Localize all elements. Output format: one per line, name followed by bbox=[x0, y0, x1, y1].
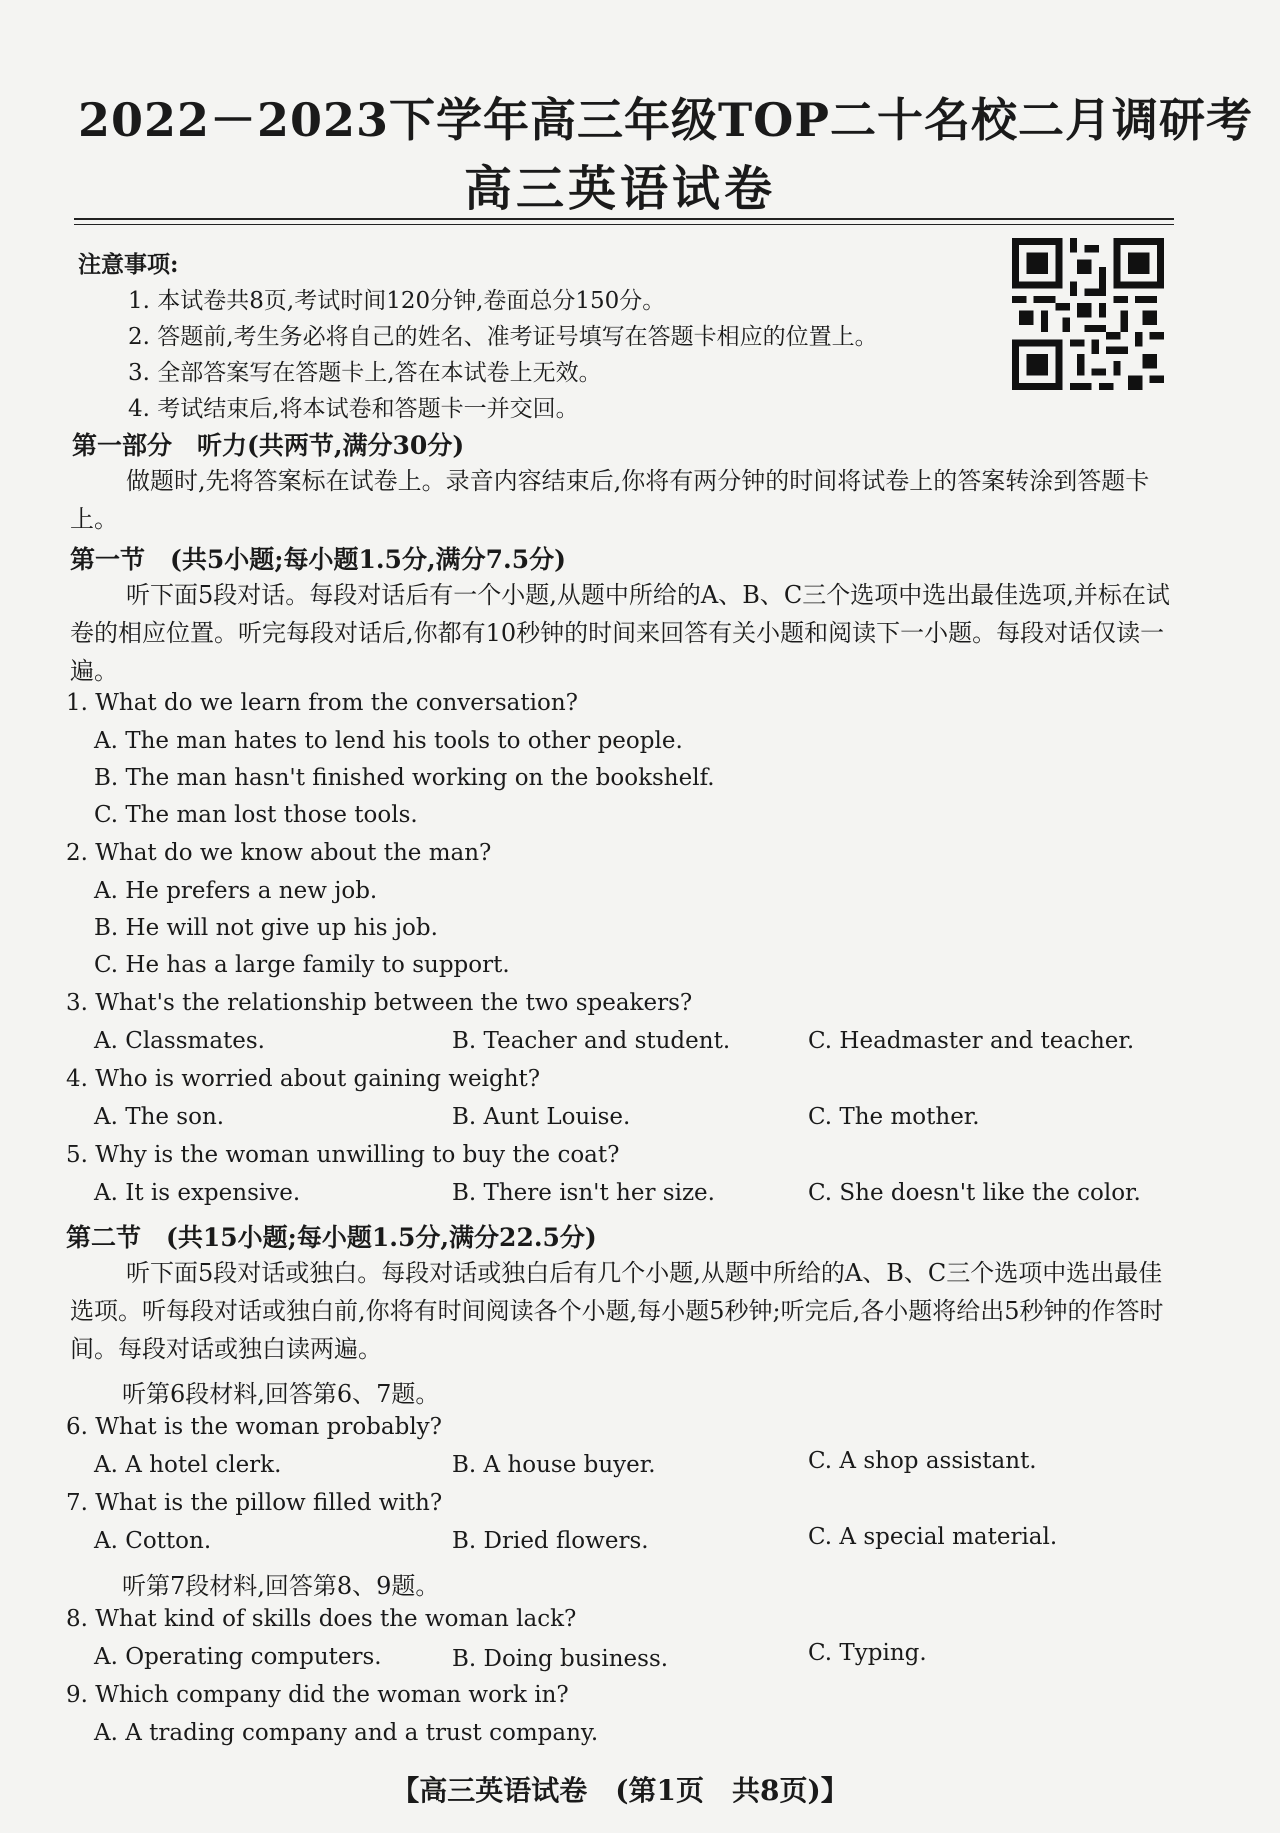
option: A. It is expensive. bbox=[94, 1180, 301, 1206]
question-8: 8. What kind of skills does the woman lack? bbox=[66, 1606, 577, 1632]
section2-heading: 第二节 (共15小题;每小题1.5分,满分22.5分) bbox=[66, 1223, 597, 1252]
notice-item: 4. 考试结束后,将本试卷和答题卡一并交回。 bbox=[128, 396, 579, 422]
header-rule-bottom bbox=[74, 224, 1174, 225]
option: B. Dried flowers. bbox=[452, 1528, 649, 1554]
option: A. A trading company and a trust company. bbox=[94, 1720, 599, 1746]
exam-title: 2022－2023下学年高三年级TOP二十名校二月调研考 bbox=[78, 93, 1253, 147]
option: C. A special material. bbox=[808, 1524, 1058, 1550]
notice-item: 3. 全部答案写在答题卡上,答在本试卷上无效。 bbox=[128, 360, 602, 386]
option: B. The man hasn't finished working on the bookshelf. bbox=[94, 765, 715, 791]
option: C. Headmaster and teacher. bbox=[808, 1028, 1135, 1054]
notice-title: 注意事项: bbox=[78, 251, 179, 278]
option: A. A hotel clerk. bbox=[94, 1452, 282, 1478]
question-3: 3. What's the relationship between the two speakers? bbox=[66, 990, 693, 1016]
question-5: 5. Why is the woman unwilling to buy the coat? bbox=[66, 1142, 620, 1168]
page-footer: 【高三英语试卷 (第1页 共8页)】 bbox=[391, 1774, 849, 1807]
option: B. A house buyer. bbox=[452, 1452, 656, 1478]
part1-heading: 第一部分 听力(共两节,满分30分) bbox=[72, 431, 465, 460]
option: C. A shop assistant. bbox=[808, 1448, 1037, 1474]
question-4: 4. Who is worried about gaining weight? bbox=[66, 1066, 541, 1092]
header-rule-top bbox=[74, 218, 1174, 220]
option: C. Typing. bbox=[808, 1640, 927, 1666]
question-7: 7. What is the pillow filled with? bbox=[66, 1490, 443, 1516]
option: B. Teacher and student. bbox=[452, 1028, 731, 1054]
option: A. Operating computers. bbox=[94, 1644, 382, 1670]
listen-instruction: 听第6段材料,回答第6、7题。 bbox=[122, 1380, 440, 1408]
option: B. There isn't her size. bbox=[452, 1180, 715, 1206]
option: C. The man lost those tools. bbox=[94, 802, 418, 828]
section1-intro: 听下面5段对话。每段对话后有一个小题,从题中所给的A、B、C三个选项中选出最佳选项,并标在试卷的相应位置。听完每段对话后,你都有10秒钟的时间来回答有关小题和阅读下一小题。每段对话仅读一遍。 bbox=[70, 581, 1170, 685]
option: A. The man hates to lend his tools to other people. bbox=[94, 728, 683, 754]
option: A. The son. bbox=[94, 1104, 225, 1130]
question-9: 9. Which company did the woman work in? bbox=[66, 1682, 569, 1708]
qr-code-icon bbox=[1012, 238, 1164, 390]
option: C. She doesn't like the color. bbox=[808, 1180, 1141, 1206]
option: B. Aunt Louise. bbox=[452, 1104, 631, 1130]
notice-item: 2. 答题前,考生务必将自己的姓名、准考证号填写在答题卡相应的位置上。 bbox=[128, 324, 878, 350]
option: B. Doing business. bbox=[452, 1646, 669, 1672]
option: C. The mother. bbox=[808, 1104, 980, 1130]
notice-item: 1. 本试卷共8页,考试时间120分钟,卷面总分150分。 bbox=[128, 288, 666, 314]
section1-heading: 第一节 (共5小题;每小题1.5分,满分7.5分) bbox=[70, 545, 566, 574]
question-6: 6. What is the woman probably? bbox=[66, 1414, 443, 1440]
question-2: 2. What do we know about the man? bbox=[66, 840, 492, 866]
listen-instruction: 听第7段材料,回答第8、9题。 bbox=[122, 1572, 440, 1600]
part1-intro: 做题时,先将答案标在试卷上。录音内容结束后,你将有两分钟的时间将试卷上的答案转涂到答题卡上。 bbox=[70, 467, 1150, 533]
option: C. He has a large family to support. bbox=[94, 952, 510, 978]
option: B. He will not give up his job. bbox=[94, 915, 438, 941]
exam-subtitle: 高三英语试卷 bbox=[463, 161, 776, 217]
question-1: 1. What do we learn from the conversation? bbox=[66, 690, 578, 716]
option: A. Classmates. bbox=[94, 1028, 265, 1054]
option: A. He prefers a new job. bbox=[94, 878, 378, 904]
section2-intro: 听下面5段对话或独白。每段对话或独白后有几个小题,从题中所给的A、B、C三个选项中选出最佳选项。听每段对话或独白前,你将有时间阅读各个小题,每小题5秒钟;听完后,各小题将给出5秒钟的作答时间。每段对话或独白读两遍。 bbox=[70, 1259, 1164, 1363]
option: A. Cotton. bbox=[94, 1528, 212, 1554]
